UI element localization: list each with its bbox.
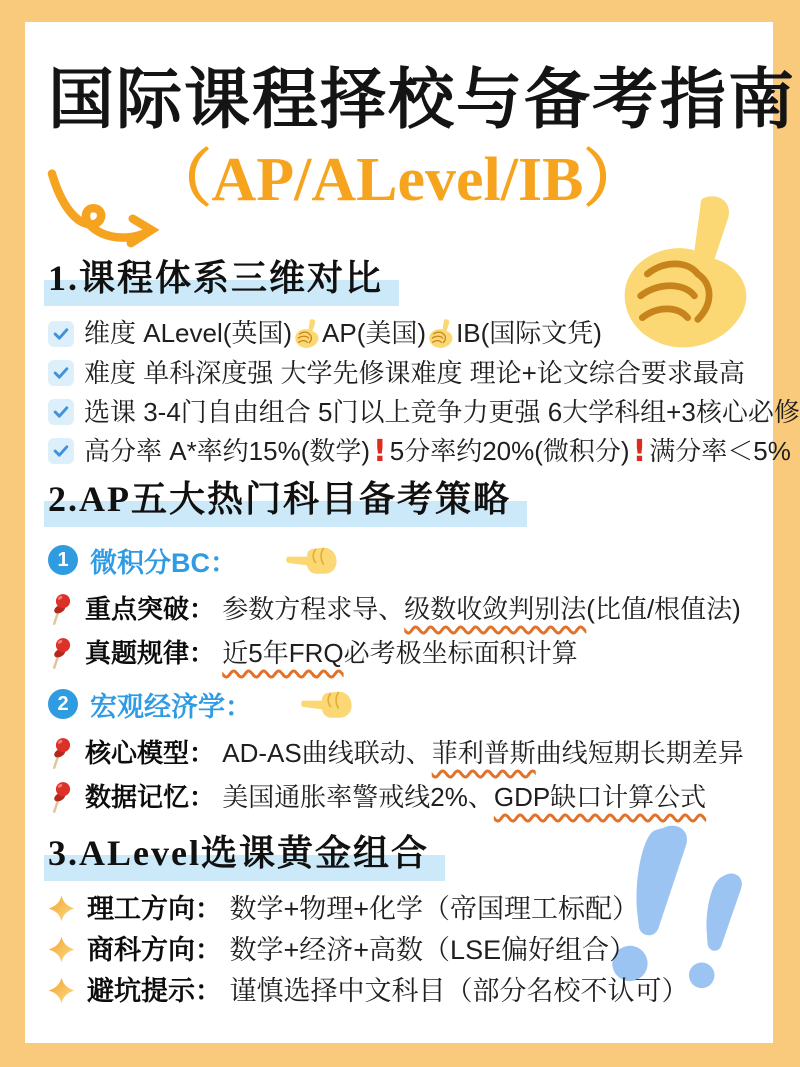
section-alevel-combos [48, 831, 747, 1007]
combo-label: 避坑提示： [87, 975, 222, 1006]
list-item-text: AP(美国) [322, 318, 427, 349]
pointing-left-hand-icon [300, 686, 354, 722]
section2-heading: 2.AP五大热门科目备考策略 [48, 477, 747, 527]
red-exclamation-icon: ! [632, 433, 647, 469]
combo-text: 数学+经济+高数（LSE偏好组合） [229, 934, 637, 965]
point-exam-pattern [48, 636, 747, 671]
point-label: 数据记忆： [85, 782, 216, 813]
point-text-underlined: 菲利普斯 [431, 738, 536, 769]
section1-heading: 1.课程体系三维对比 [48, 256, 747, 306]
section-curriculum-comparison [48, 256, 800, 469]
point-core-model [48, 736, 747, 771]
list-item-text: 高分率 A*率约15%(数学) [84, 435, 371, 466]
list-item-text: 难度 单科深度强 大学先修课难度 理论+论文综合要求最高 [84, 357, 745, 388]
combo-stem [48, 893, 747, 925]
point-key-breakthrough [48, 592, 747, 627]
list-item-text: 选课 3-4门自由组合 5门以上竞争力更强 6大学科组+3核心必修 [84, 396, 800, 427]
combo-text: 谨慎选择中文科目（部分名校不认可） [229, 975, 689, 1006]
combo-warning [48, 975, 747, 1007]
combo-business [48, 934, 747, 966]
sparkle-icon [48, 936, 75, 963]
list-item-course-selection [48, 396, 800, 428]
pushpin-icon [48, 736, 73, 771]
list-item-text: IB(国际文凭) [456, 318, 602, 349]
subject-name: 宏观经济学： [90, 691, 252, 722]
point-text: 曲线短期长期差异 [535, 738, 744, 769]
point-label: 核心模型： [85, 738, 216, 769]
list-item-text: 5分率约20%(微积分) [389, 435, 630, 466]
point-text-underlined: GDP缺口计算公式 [493, 782, 707, 813]
check-icon [48, 399, 74, 425]
number-badge: 2 [48, 689, 78, 719]
point-text-underlined: 近5年FRQ [222, 638, 344, 669]
combo-text: 数学+物理+化学（帝国理工标配） [229, 893, 640, 924]
pushpin-icon [48, 592, 73, 627]
page-subtitle: （AP/ALevel/IB） [149, 145, 646, 214]
combo-label: 理工方向： [87, 893, 222, 924]
sparkle-icon [48, 895, 75, 922]
check-icon [48, 360, 74, 386]
list-item-text: 维度 ALevel(英国) [84, 318, 293, 349]
pointing-left-hand-icon [285, 542, 339, 578]
check-icon [48, 321, 74, 347]
point-text-underlined: 级数收敛判别法 [404, 594, 587, 625]
point-text: 参数方程求导、 [222, 594, 405, 625]
point-text: AD-AS曲线联动、 [222, 738, 432, 769]
content-card [25, 22, 800, 1043]
point-text: 美国通胀率警戒线2%、 [222, 782, 494, 813]
point-label: 重点突破： [85, 594, 216, 625]
point-text: (比值/根值法) [586, 594, 741, 625]
pushpin-icon [48, 636, 73, 671]
check-icon [48, 438, 74, 464]
subject-calculus-bc [48, 541, 747, 580]
list-item-text: 满分率＜5% [649, 435, 791, 466]
number-badge: 1 [48, 545, 78, 575]
list-item-score-rate [48, 433, 791, 469]
list-item-difficulty [48, 358, 747, 389]
thumbs-up-icon [291, 318, 323, 350]
section3-heading: 3.ALevel选课黄金组合 [48, 831, 747, 881]
sparkle-icon [48, 977, 75, 1004]
section-ap-strategy [48, 477, 747, 815]
combo-label: 商科方向： [87, 934, 222, 965]
subject-macroeconomics [48, 685, 747, 724]
subject-name: 微积分BC： [90, 547, 237, 578]
list-item-dimension [48, 318, 747, 350]
point-text: 必考极坐标面积计算 [343, 638, 578, 669]
page-title: 国际课程择校与备考指南 [48, 64, 796, 137]
thumbs-up-icon [425, 318, 457, 350]
pushpin-icon [48, 780, 73, 815]
point-data-memory [48, 780, 747, 815]
point-label: 真题规律： [85, 638, 216, 669]
red-exclamation-icon: ! [373, 433, 387, 469]
